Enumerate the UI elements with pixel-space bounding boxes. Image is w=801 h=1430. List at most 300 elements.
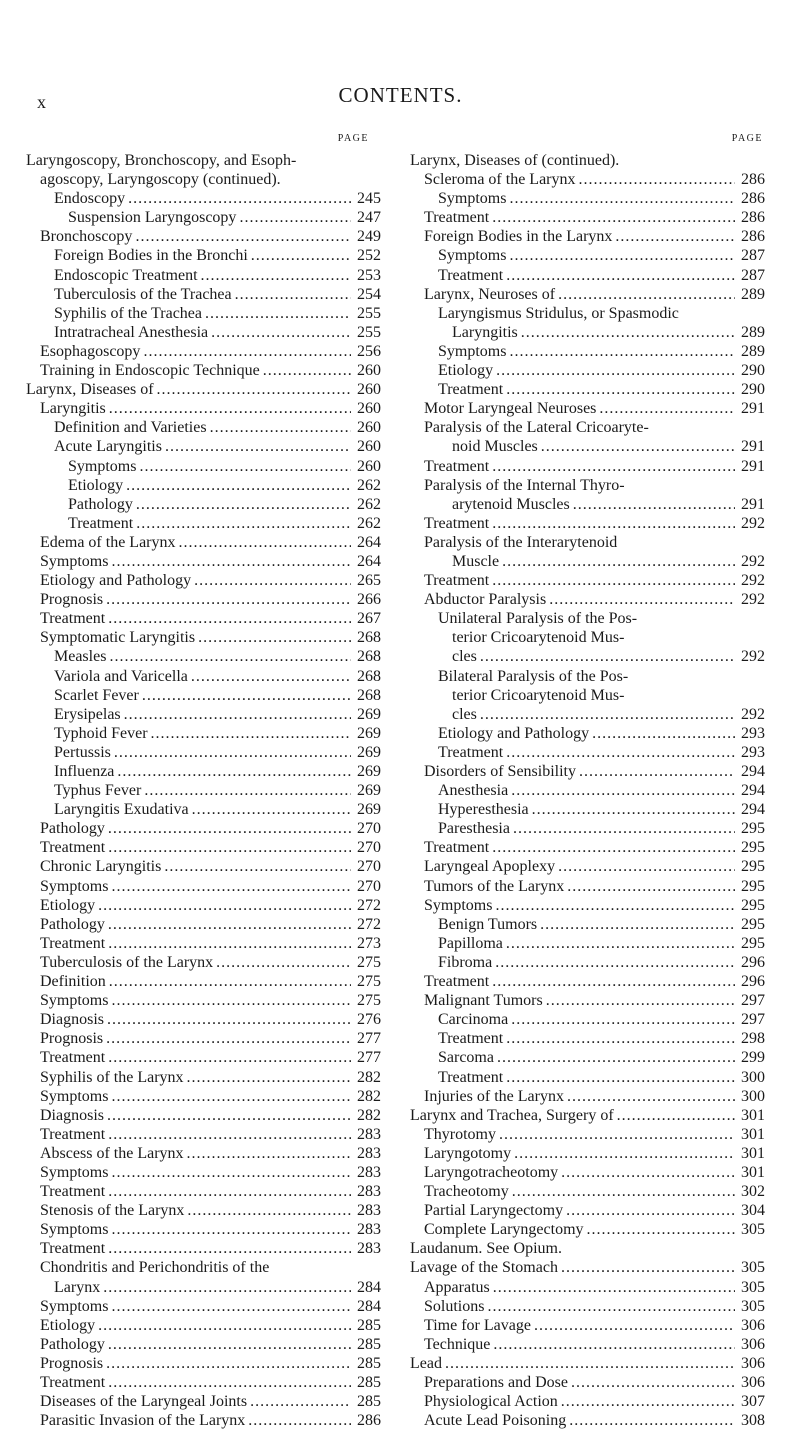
toc-entry	[26, 189, 381, 208]
toc-entry	[410, 896, 765, 915]
toc-entry-page: 262	[357, 514, 381, 532]
toc-entry-page: 300	[741, 1068, 765, 1086]
dot-leader	[499, 1125, 735, 1144]
toc-entry	[26, 571, 381, 590]
toc-entry	[26, 1220, 381, 1239]
dot-leader	[111, 877, 351, 896]
dot-leader	[541, 437, 735, 456]
toc-entry	[410, 1087, 765, 1106]
toc-entry	[26, 781, 381, 800]
toc-entry	[26, 1163, 381, 1182]
toc-entry	[410, 1220, 765, 1239]
toc-entry-page: 267	[357, 610, 381, 628]
toc-entry-page: 282	[357, 1068, 381, 1086]
toc-entry	[410, 1163, 765, 1182]
toc-entry-title: Symptoms	[438, 247, 507, 265]
toc-entry	[410, 1106, 765, 1125]
toc-entry	[410, 800, 765, 819]
dot-leader	[599, 399, 735, 418]
toc-entry-title: Measles	[54, 648, 107, 666]
toc-entry-page: 283	[357, 1163, 381, 1181]
dot-leader	[108, 1182, 351, 1201]
toc-entry-title: Symptoms	[424, 896, 493, 914]
dot-leader	[502, 552, 735, 571]
toc-entry	[26, 857, 381, 876]
toc-entry-page: 299	[741, 1049, 765, 1067]
toc-entry-page: 255	[357, 323, 381, 341]
page-column-label: PAGE	[337, 133, 369, 144]
toc-entry-page: 306	[741, 1374, 765, 1391]
toc-entry-title: Treatment	[438, 266, 504, 284]
toc-entry	[410, 495, 765, 514]
toc-entry-title: Esophagoscopy	[40, 342, 141, 360]
toc-entry-title: Solutions	[424, 1297, 485, 1315]
dot-leader	[136, 514, 351, 533]
dot-leader	[106, 1354, 351, 1373]
toc-entry-title: Symptoms	[40, 552, 109, 570]
toc-entry	[26, 495, 381, 514]
dot-leader	[108, 1048, 351, 1067]
toc-entry-title: Larynx	[54, 1278, 101, 1296]
dot-leader	[216, 953, 351, 972]
toc-entry	[410, 877, 765, 896]
toc-entry	[410, 1239, 765, 1258]
toc-entry-page: 269	[357, 763, 381, 780]
dot-leader	[111, 1220, 351, 1239]
toc-entry-title: Motor Laryngeal Neuroses	[424, 400, 597, 418]
toc-entry-page: 286	[741, 209, 765, 227]
toc-entry-title: Treatment	[40, 1125, 106, 1143]
dot-leader	[566, 1201, 735, 1220]
toc-entry-page: 292	[741, 648, 765, 666]
toc-entry	[26, 724, 381, 743]
toc-entry-title: Larynx, Diseases of	[26, 381, 154, 399]
toc-entry	[410, 743, 765, 762]
toc-entry	[410, 151, 765, 170]
toc-entry-title: Definition	[40, 973, 106, 991]
toc-entry-title: Paralysis of the Lateral Cricoaryte-	[424, 419, 649, 437]
toc-entry	[26, 1106, 381, 1125]
toc-entry	[410, 838, 765, 857]
dot-leader	[263, 361, 351, 380]
toc-entry-title: Treatment	[40, 934, 106, 952]
toc-entry	[410, 1335, 765, 1354]
toc-entry-title: Prognosis	[40, 1354, 104, 1372]
toc-entry-page: 285	[357, 1354, 381, 1372]
toc-entry-title: Etiology	[68, 476, 124, 494]
toc-entry-page: 294	[741, 801, 765, 819]
toc-entry-title: Etiology	[40, 1316, 96, 1334]
toc-entry	[26, 896, 381, 915]
toc-entry-page: 289	[741, 323, 765, 341]
toc-entry-page: 295	[741, 877, 765, 895]
toc-entry	[26, 609, 381, 628]
dot-leader	[617, 1106, 735, 1125]
toc-entry-title: Pertussis	[54, 743, 111, 761]
dot-leader	[513, 819, 735, 838]
toc-entry-page: 291	[741, 495, 765, 513]
dot-leader	[111, 1297, 351, 1316]
toc-entry	[410, 514, 765, 533]
toc-entry-page: 301	[741, 1163, 765, 1181]
toc-entry	[26, 457, 381, 476]
toc-entry-title: Laryngitis Exudativa	[54, 801, 189, 819]
toc-entry-title: Laryngismus Stridulus, or Spasmodic	[438, 304, 679, 322]
toc-entry-page: 295	[741, 839, 765, 857]
toc-entry	[26, 1048, 381, 1067]
dot-leader	[136, 495, 351, 514]
toc-entry	[26, 552, 381, 571]
toc-entry	[26, 1258, 381, 1277]
toc-entry-page: 264	[357, 552, 381, 570]
toc-entry-title: Definition and Varieties	[54, 419, 207, 437]
toc-entry-page: 260	[357, 400, 381, 418]
toc-entry	[410, 1392, 765, 1411]
toc-entry-title: Endoscopy	[54, 190, 126, 208]
dot-leader	[107, 1010, 351, 1029]
dot-leader	[534, 1316, 735, 1335]
dot-leader	[532, 800, 735, 819]
toc-entry-title: Tuberculosis of the Larynx	[40, 953, 214, 971]
toc-entry-title: Laryngitis	[40, 400, 106, 418]
toc-entry-page: 301	[741, 1144, 765, 1162]
toc-entry-title: Treatment	[424, 839, 490, 857]
toc-entry	[26, 323, 381, 342]
toc-entry	[26, 972, 381, 991]
toc-entry-page: 283	[357, 1144, 381, 1162]
toc-entry-page: 294	[741, 763, 765, 780]
dot-leader	[497, 1048, 735, 1067]
toc-entry-page: 297	[741, 1011, 765, 1029]
toc-entry-title: Influenza	[54, 763, 115, 780]
toc-entry-page: 286	[741, 171, 765, 189]
dot-leader	[192, 800, 351, 819]
toc-entry	[410, 1373, 765, 1392]
toc-entry-title: Treatment	[424, 514, 490, 532]
toc-entry-title: Pathology	[40, 915, 105, 933]
toc-entry-page: 295	[741, 896, 765, 914]
toc-entry-title: Treatment	[40, 839, 106, 857]
toc-entry-title: Etiology	[438, 362, 494, 380]
dot-leader	[109, 399, 351, 418]
dot-leader	[211, 323, 351, 342]
toc-entry	[26, 628, 381, 647]
toc-entry-page: 290	[741, 381, 765, 399]
toc-entry	[26, 227, 381, 246]
toc-entry-title: Laryngotracheotomy	[424, 1163, 559, 1181]
toc-entry-title: Laryngitis	[452, 323, 518, 341]
dot-leader	[111, 991, 351, 1010]
dot-leader	[108, 1335, 351, 1354]
toc-entry	[26, 1297, 381, 1316]
dot-leader	[144, 781, 351, 800]
toc-entry	[410, 266, 765, 285]
toc-entry-title: Treatment	[438, 1068, 504, 1086]
toc-entry-title: Scleroma of the Larynx	[424, 171, 576, 189]
toc-entry-title: Pathology	[40, 1335, 105, 1353]
toc-entry-page: 268	[357, 667, 381, 685]
toc-entry	[26, 266, 381, 285]
toc-entry-page: 269	[357, 782, 381, 800]
toc-entry-page: 306	[741, 1335, 765, 1353]
toc-entry	[410, 304, 765, 323]
dot-leader	[615, 227, 735, 246]
toc-entry-page: 277	[357, 1030, 381, 1048]
toc-entry-title: Diagnosis	[40, 1106, 104, 1124]
toc-entry	[410, 361, 765, 380]
toc-entry-title: Diagnosis	[40, 1011, 104, 1029]
dot-leader	[198, 628, 351, 647]
dot-leader	[492, 571, 735, 590]
dot-leader	[480, 647, 735, 666]
toc-entry	[26, 1335, 381, 1354]
dot-leader	[509, 189, 735, 208]
toc-entry-page: 268	[357, 686, 381, 704]
dot-leader	[509, 246, 735, 265]
toc-entry-page: 305	[741, 1221, 765, 1239]
toc-entry-title: Bronchoscopy	[40, 228, 133, 246]
dot-leader	[108, 915, 351, 934]
dot-leader	[108, 1125, 351, 1144]
toc-entry	[26, 686, 381, 705]
toc-entry-page: 270	[357, 820, 381, 838]
toc-entry-page: 301	[741, 1125, 765, 1143]
dot-leader	[139, 457, 351, 476]
dot-leader	[205, 304, 351, 323]
toc-entry-title: Erysipelas	[54, 705, 121, 723]
dot-leader	[108, 609, 351, 628]
toc-entry-page: 260	[357, 362, 381, 380]
toc-entry-page: 287	[741, 266, 765, 284]
toc-entry-page: 307	[741, 1393, 765, 1411]
toc-entry	[26, 1239, 381, 1258]
dot-leader	[521, 323, 735, 342]
toc-entry-page: 262	[357, 476, 381, 494]
toc-entry	[26, 1182, 381, 1201]
toc-entry	[410, 1182, 765, 1201]
toc-entry	[410, 934, 765, 953]
toc-entry-title: Fibroma	[438, 953, 493, 971]
toc-entry-title: Pathology	[68, 495, 133, 513]
dot-leader	[496, 361, 735, 380]
toc-entry	[410, 628, 765, 647]
toc-entry-page: 285	[357, 1393, 381, 1411]
toc-entry-title: Anesthesia	[438, 782, 509, 800]
toc-entry	[410, 609, 765, 628]
toc-entry	[26, 1278, 381, 1297]
toc-entry	[410, 972, 765, 991]
toc-entry	[410, 457, 765, 476]
toc-entry	[26, 1392, 381, 1411]
toc-entry	[26, 151, 381, 170]
dot-leader	[108, 838, 351, 857]
toc-entry-title: Stenosis of the Larynx	[40, 1202, 185, 1220]
dot-leader	[111, 1163, 351, 1182]
toc-entry-title: Training in Endoscopic Technique	[40, 362, 260, 380]
toc-entry-page: 290	[741, 362, 765, 380]
toc-entry-page: 269	[357, 801, 381, 819]
dot-leader	[511, 781, 735, 800]
toc-entry	[410, 1029, 765, 1048]
dot-leader	[111, 1087, 351, 1106]
toc-entry-title: Foreign Bodies in the Larynx	[424, 228, 613, 246]
toc-entry-page: 295	[741, 858, 765, 876]
toc-entry	[410, 170, 765, 189]
toc-entry	[410, 552, 765, 571]
toc-entry	[410, 189, 765, 208]
dot-leader	[117, 762, 351, 781]
toc-entry	[410, 667, 765, 686]
toc-entry	[410, 399, 765, 418]
toc-entry-title: Technique	[424, 1335, 491, 1353]
toc-entry-title: Physiological Action	[424, 1393, 558, 1411]
toc-entry-page: 291	[741, 438, 765, 456]
toc-entry	[410, 819, 765, 838]
toc-entry-title: Diseases of the Laryngeal Joints	[40, 1393, 248, 1411]
toc-entry	[26, 800, 381, 819]
toc-entry-title: Partial Laryngectomy	[424, 1202, 564, 1220]
toc-entry	[410, 246, 765, 265]
toc-entry-page: 285	[357, 1316, 381, 1334]
dot-leader	[111, 552, 351, 571]
toc-entry-title: Tuberculosis of the Trachea	[54, 285, 232, 303]
toc-entry	[410, 418, 765, 437]
dot-leader	[511, 1010, 735, 1029]
toc-entry-page: 292	[741, 514, 765, 532]
toc-entry-page: 286	[741, 228, 765, 246]
toc-entry-page: 292	[741, 552, 765, 570]
toc-entry-page: 270	[357, 877, 381, 895]
toc-entry	[410, 342, 765, 361]
dot-leader	[179, 533, 352, 552]
toc-entry-page: 305	[741, 1259, 765, 1277]
dot-leader	[108, 1373, 351, 1392]
dot-leader	[492, 838, 735, 857]
toc-entry-title: Treatment	[40, 1049, 106, 1067]
dot-leader	[187, 1144, 351, 1163]
dot-leader	[248, 1411, 351, 1430]
toc-entry-page: 265	[357, 572, 381, 590]
toc-entry-page: 285	[357, 1374, 381, 1391]
toc-entry-page: 262	[357, 495, 381, 513]
toc-entry-title: Typhoid Fever	[54, 724, 148, 742]
toc-entry-page: 283	[357, 1202, 381, 1220]
toc-entry	[26, 877, 381, 896]
toc-entry-page: 275	[357, 992, 381, 1010]
toc-entry	[26, 953, 381, 972]
toc-entry-title: Chronic Laryngitis	[40, 858, 162, 876]
dot-leader	[126, 476, 351, 495]
toc-entry	[410, 705, 765, 724]
toc-entry-page: 305	[741, 1278, 765, 1296]
dot-leader	[445, 1354, 735, 1373]
toc-entry-title: Treatment	[68, 514, 134, 532]
toc-entry-title: Laryngoscopy, Bronchoscopy, and Esoph-	[26, 152, 297, 169]
toc-entry-title: Symptoms	[40, 1087, 109, 1105]
toc-entry-title: terior Cricoarytenoid Mus-	[452, 629, 625, 647]
dot-leader	[487, 1297, 735, 1316]
toc-entry	[26, 285, 381, 304]
toc-entry-title: Variola and Varicella	[54, 667, 188, 685]
toc-entry	[26, 437, 381, 456]
toc-entry-page: 289	[741, 342, 765, 360]
toc-entry	[26, 208, 381, 227]
dot-leader	[558, 285, 735, 304]
toc-entry-title: Syphilis of the Larynx	[40, 1068, 184, 1086]
toc-entry	[410, 915, 765, 934]
toc-entry-page: 291	[741, 457, 765, 475]
toc-entry-page: 298	[741, 1030, 765, 1048]
toc-entry-page: 260	[357, 381, 381, 399]
toc-entry	[410, 724, 765, 743]
toc-entry	[26, 915, 381, 934]
toc-entry-page: 277	[357, 1049, 381, 1067]
dot-leader	[109, 647, 351, 666]
toc-entry-page: 296	[741, 953, 765, 971]
toc-entry-title: Treatment	[438, 381, 504, 399]
toc-entry-title: Foreign Bodies in the Bronchi	[54, 247, 248, 265]
toc-entry	[410, 476, 765, 495]
toc-entry	[26, 1029, 381, 1048]
dot-leader	[592, 724, 735, 743]
dot-leader	[103, 1278, 351, 1297]
toc-entry-title: Acute Lead Poisoning	[424, 1412, 567, 1430]
toc-entry-title: Hyperesthesia	[438, 801, 529, 819]
toc-entry	[410, 437, 765, 456]
dot-leader	[567, 1087, 735, 1106]
dot-leader	[493, 1335, 735, 1354]
toc-entry	[26, 705, 381, 724]
dot-leader	[151, 724, 351, 743]
toc-entry	[26, 399, 381, 418]
toc-entry-page: 285	[357, 1335, 381, 1353]
toc-entry-title: Malignant Tumors	[424, 992, 543, 1010]
toc-entry-page: 270	[357, 858, 381, 876]
toc-entry	[410, 1144, 765, 1163]
dot-leader	[506, 934, 735, 953]
toc-entry	[410, 1258, 765, 1277]
toc-entry	[410, 208, 765, 227]
dot-leader	[106, 1029, 351, 1048]
dot-leader	[165, 437, 351, 456]
dot-leader	[250, 1392, 351, 1411]
toc-entry-title: Symptoms	[438, 342, 507, 360]
toc-entry	[26, 1354, 381, 1373]
toc-entry-title: Larynx, Neuroses of	[424, 285, 556, 303]
toc-entry-title: Typhus Fever	[54, 782, 142, 800]
toc-entry	[410, 686, 765, 705]
toc-entry-title: Treatment	[40, 1183, 106, 1201]
toc-entry-page: 254	[357, 285, 381, 303]
toc-entry	[26, 1010, 381, 1029]
toc-entry	[410, 227, 765, 246]
dot-leader	[506, 266, 735, 285]
toc-entry-page: 269	[357, 705, 381, 723]
dot-leader	[506, 1068, 735, 1087]
toc-entry	[26, 1087, 381, 1106]
toc-entry-page: 306	[741, 1354, 765, 1372]
dot-leader	[142, 686, 351, 705]
toc-entry-title: Symptoms	[40, 877, 109, 895]
dot-leader	[492, 457, 735, 476]
toc-entry-page: 284	[357, 1297, 381, 1315]
toc-entry	[410, 1297, 765, 1316]
toc-entry-page: 269	[357, 743, 381, 761]
toc-entry-title: Bilateral Paralysis of the Pos-	[438, 667, 629, 685]
toc-entry	[26, 762, 381, 781]
dot-leader	[506, 380, 735, 399]
dot-leader	[579, 170, 736, 189]
